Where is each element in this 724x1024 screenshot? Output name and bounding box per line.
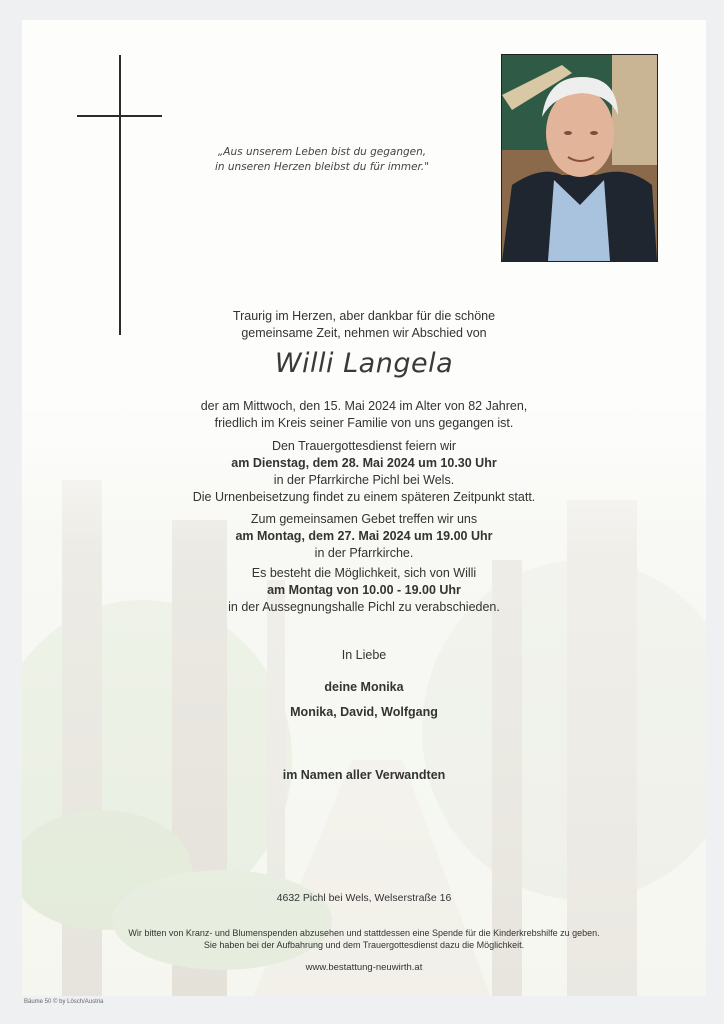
- death-notice-line-2: friedlich im Kreis seiner Familie von uns gegangen ist.: [214, 416, 514, 430]
- image-credit: Bäume 50 © by Lösch/Austria: [24, 999, 104, 1005]
- funeral-line-3: in der Pfarrkirche Pichl bei Wels.: [273, 473, 455, 487]
- funeral-line-1: Den Trauergottesdienst feiern wir: [271, 439, 457, 453]
- intro-line-1: Traurig im Herzen, aber dankbar für die schöne: [232, 309, 496, 323]
- quote-line-2: in unseren Herzen bleibst du für immer.": [214, 161, 430, 173]
- memorial-quote: [172, 145, 472, 175]
- quote-line-1: „Aus unserem Leben bist du gegangen,: [217, 146, 427, 158]
- relatives-line: im Namen aller Verwandten: [282, 768, 446, 782]
- in-liebe-text: In Liebe: [341, 648, 387, 662]
- donation-note-line-2: Sie haben bei der Aufbahrung und dem Trauergottesdienst dazu die Möglichkeit.: [203, 940, 525, 950]
- death-notice-line-1: der am Mittwoch, den 15. Mai 2024 im Alter von 82 Jahren,: [200, 399, 528, 413]
- intro-text: [22, 308, 706, 342]
- cross-symbol-horizontal: [77, 115, 162, 117]
- prayer-date: am Montag, dem 27. Mai 2024 um 19.00 Uhr: [235, 529, 493, 543]
- funeral-date: am Dienstag, dem 28. Mai 2024 um 10.30 Uhr: [231, 456, 497, 470]
- donation-note-line-1: Wir bitten von Kranz- und Blumenspenden abzusehen und stattdessen eine Spende für die Kinderkrebshilfe zu geben.: [128, 928, 600, 938]
- farewell-info: [22, 565, 706, 616]
- farewell-line-1: Es besteht die Möglichkeit, sich von Willi: [251, 566, 477, 580]
- portrait-photo: [501, 54, 658, 262]
- funeral-line-4: Die Urnenbeisetzung findet zu einem späteren Zeitpunkt statt.: [192, 490, 536, 504]
- parte-sheet: [22, 20, 706, 996]
- prayer-info: [22, 511, 706, 562]
- family-names: Monika, David, Wolfgang: [290, 705, 438, 719]
- funeral-info: [22, 438, 706, 506]
- donation-note: [22, 927, 706, 951]
- farewell-line-3: in der Aussegnungshalle Pichl zu verabschieden.: [228, 600, 500, 614]
- address: 4632 Pichl bei Wels, Welserstraße 16: [276, 892, 452, 904]
- cross-symbol-vertical: [119, 55, 121, 335]
- intro-line-2: gemeinsame Zeit, nehmen wir Abschied von: [241, 326, 487, 340]
- prayer-line-1: Zum gemeinsamen Gebet treffen wir uns: [250, 512, 478, 526]
- death-notice: [22, 398, 706, 432]
- website-link[interactable]: www.bestattung-neuwirth.at: [305, 962, 423, 973]
- prayer-line-3: in der Pfarrkirche.: [314, 546, 414, 560]
- deceased-name: Willi Langela: [274, 348, 454, 379]
- farewell-time: am Montag von 10.00 - 19.00 Uhr: [267, 583, 461, 597]
- spouse-signature: deine Monika: [324, 680, 404, 694]
